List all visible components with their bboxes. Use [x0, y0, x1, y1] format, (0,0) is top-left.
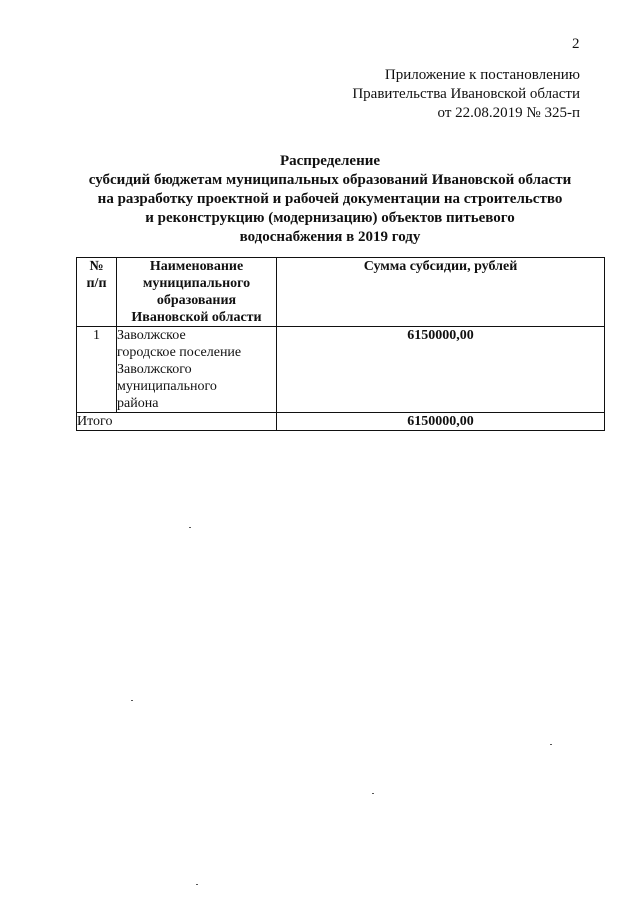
- row-name-line-5: района: [117, 396, 159, 411]
- scan-speck: [372, 793, 374, 794]
- header-name-line-1: Наименование: [149, 259, 244, 274]
- row-name-line-4: муниципального: [117, 379, 217, 394]
- header-name-line-3: образования: [156, 293, 237, 308]
- header-number-line-1: №: [89, 259, 104, 274]
- row-number: 1: [77, 327, 117, 413]
- appendix-line-2: Правительства Ивановской области: [352, 86, 580, 102]
- scan-speck: [550, 744, 552, 745]
- header-number-line-2: п/п: [86, 276, 107, 291]
- table-total-row: [77, 413, 605, 431]
- header-municipality-name: [117, 258, 277, 327]
- total-amount: 6150000,00: [277, 413, 605, 431]
- title-line-4: и реконструкцию (модернизацию) объектов питьевого: [145, 210, 515, 226]
- title-line-5: водоснабжения в 2019 году: [239, 229, 421, 245]
- row-municipality-name: [117, 327, 277, 413]
- appendix-header: [352, 66, 580, 123]
- total-label: Итого: [77, 413, 277, 431]
- row-name-line-2: городское поселение: [117, 345, 242, 360]
- row-name-line-1: Заволжское: [117, 328, 186, 343]
- header-name-line-2: муниципального: [142, 276, 251, 291]
- title-line-2: субсидий бюджетам муниципальных образований Ивановской области: [88, 172, 572, 188]
- title-line-1: Распределение: [279, 153, 381, 169]
- subsidy-distribution-table: [76, 257, 605, 431]
- header-subsidy-amount: Сумма субсидии, рублей: [277, 258, 605, 327]
- appendix-line-1: Приложение к постановлению: [384, 67, 580, 83]
- row-name-line-3: Заволжского: [117, 362, 192, 377]
- table-header-row: [77, 258, 605, 327]
- title-line-3: на разработку проектной и рабочей документации на строительство: [97, 191, 563, 207]
- scan-speck: [196, 884, 198, 885]
- scan-speck: [189, 527, 191, 528]
- header-name-line-4: Ивановской области: [131, 310, 262, 325]
- scan-speck: [131, 700, 133, 701]
- header-number: [77, 258, 117, 327]
- table-row: [77, 327, 605, 413]
- row-subsidy-amount: 6150000,00: [277, 327, 605, 413]
- page-number: 2: [572, 36, 580, 52]
- appendix-line-3: от 22.08.2019 № 325-п: [437, 105, 580, 121]
- document-title: [60, 152, 600, 247]
